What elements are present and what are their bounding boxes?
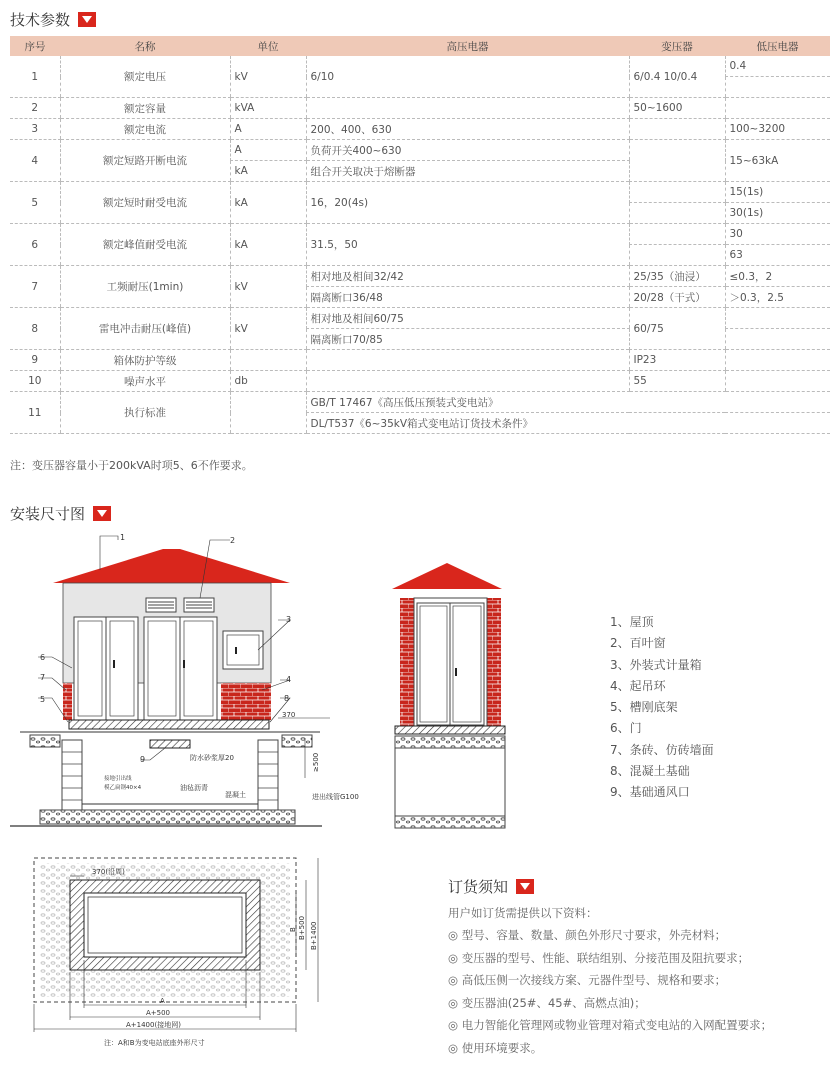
roof <box>392 563 502 589</box>
legend-item: 6、门 <box>610 721 642 736</box>
front-elevation <box>10 533 359 826</box>
legend-list <box>610 612 714 804</box>
table-row: 8 雷电冲击耐压(峰值) kV 相对地及相间60/75 60/75 <box>10 308 830 329</box>
list-item: ◎ 型号、容量、数量、颜色外形尺寸要求，外壳材料； <box>448 928 727 942</box>
order-section-title: 订货须知 <box>448 876 534 897</box>
legend-item: 3、外装式计量箱 <box>610 657 702 672</box>
table-row: 11 执行标准 GB/T 17467《高压低压预装式变电站》 <box>10 392 830 413</box>
door <box>417 603 484 725</box>
svg-text:7: 7 <box>40 673 46 682</box>
brick-wall <box>487 598 501 726</box>
vent-opening <box>150 740 190 748</box>
list-item: ◎ 变压器油(25#、45#、高燃点油)； <box>448 995 646 1010</box>
louver-window <box>146 598 214 612</box>
svg-text:9: 9 <box>140 755 146 764</box>
svg-text:8: 8 <box>284 694 290 703</box>
svg-text:接地引出线: 接地引出线 <box>104 776 132 782</box>
table-row: 1 额定电压 kV 6/10 6/0.4 10/0.4 0.4 <box>10 56 830 77</box>
door <box>144 617 217 720</box>
header-lv: 低压电器 <box>725 36 830 56</box>
legend-item: 4、起吊环 <box>610 678 666 693</box>
header-name: 名称 <box>60 36 230 56</box>
down-arrow-icon <box>516 879 534 894</box>
spec-section-title: 技术参数 <box>10 9 96 30</box>
svg-text:1: 1 <box>120 533 126 542</box>
legend-item: 2、百叶窗 <box>610 636 666 651</box>
list-item: ◎ 电力智能化管理网或物业管理对箱式变电站的入网配置要求； <box>448 1018 773 1033</box>
svg-text:B: B <box>289 927 297 932</box>
door <box>74 617 138 720</box>
table-row: 2 额定容量 kVA 50~1600 <box>10 98 830 119</box>
svg-text:B+1400: B+1400 <box>310 921 318 950</box>
down-arrow-icon <box>93 506 111 521</box>
svg-text:A: A <box>160 997 165 1005</box>
concrete-foundation <box>40 810 295 824</box>
order-list <box>448 924 772 1060</box>
list-item: ◎ 高低压侧一次接线方案、元器件型号、规格和要求； <box>448 973 727 988</box>
legend-item: 1、屋顶 <box>610 615 654 629</box>
svg-text:A+1400(接地网): A+1400(接地网) <box>126 1021 181 1029</box>
svg-text:模乙扁钢40×4: 模乙扁钢40×4 <box>104 785 142 791</box>
meter-box <box>223 631 263 669</box>
svg-text:注：A和B为变电站底座外形尺寸: 注：A和B为变电站底座外形尺寸 <box>104 1039 205 1047</box>
svg-text:3: 3 <box>286 615 292 624</box>
svg-text:2: 2 <box>230 536 236 545</box>
legend-item: 9、基础通风口 <box>610 785 690 800</box>
svg-text:B+500: B+500 <box>298 915 306 940</box>
header-unit: 单位 <box>230 36 306 56</box>
table-row: 6 额定峰值耐受电流 kA 31.5，50 30 <box>10 224 830 245</box>
svg-text:油毡沥青: 油毡沥青 <box>180 784 208 792</box>
roof <box>53 549 290 583</box>
svg-text:≥500: ≥500 <box>312 752 320 772</box>
table-row: 4 额定短路开断电流 A 负荷开关400~630 15~63kA <box>10 140 830 161</box>
header-no: 序号 <box>10 36 60 56</box>
table-note: 注：变压器容量小于200kVA时项5、6不作要求。 <box>10 459 253 472</box>
svg-text:370: 370 <box>282 711 296 719</box>
svg-text:4: 4 <box>286 675 292 684</box>
table-row: 10 噪声水平 db 55 <box>10 371 830 392</box>
svg-text:6: 6 <box>40 653 46 662</box>
svg-text:混凝土: 混凝土 <box>225 791 246 799</box>
plan-view <box>34 858 318 1047</box>
legend-item: 7、条砖、仿砖墙面 <box>610 742 714 757</box>
spec-table: 序号 名称 单位 高压电器 变压器 低压电器 1 额定电压 kV 6/10 6/0.4 10/0.4 0.4 2 额定容量 kVA 50~1600 3 额定电流 A 200、400、630 100~3200 4 额定短路开断电流 A 负荷开关400~630 15~63kA kA 组合开关取决于熔断器 5 额定短时耐受电流 kA 16，20(4s) 15(1s) 30(1s) 6 额定峰值耐受电流 kA 31.5，50 30 63 7 工频耐压(1min) kV 相对地及相间32/42 25/35（油浸） ≤0.3，2 隔离断口36/48 20/28（干式） ＞0.3，2.5 8 雷电冲击耐压(峰值) kV 相对地及相间60/75 60/75 隔离断口70/85 9 箱体防护等级 IP23 10 噪声水平 db 55 11 执行标准 GB/T 17467《高压低压预装式变电站》 DL/T537《6~35kV箱式变电站订货技术条件》 <box>10 36 830 434</box>
svg-text:370(沿周): 370(沿周) <box>92 868 125 876</box>
channel-base <box>69 720 269 729</box>
down-arrow-icon <box>78 12 96 27</box>
order-intro: 用户如订货需提供以下资料： <box>448 906 598 920</box>
legend-item: 5、槽刚底架 <box>610 700 678 715</box>
list-item: ◎ 使用环境要求。 <box>448 1040 543 1055</box>
svg-text:进出线管G100: 进出线管G100 <box>312 793 359 801</box>
table-row: 7 工频耐压(1min) kV 相对地及相间32/42 25/35（油浸） ≤0.3，2 <box>10 266 830 287</box>
svg-text:5: 5 <box>40 695 46 704</box>
header-hv: 高压电器 <box>306 36 629 56</box>
brick-wall <box>63 683 72 720</box>
table-header-row <box>10 36 830 56</box>
table-row: 5 额定短时耐受电流 kA 16，20(4s) 15(1s) <box>10 182 830 203</box>
header-tr: 变压器 <box>629 36 725 56</box>
table-row: 9 箱体防护等级 IP23 <box>10 350 830 371</box>
side-elevation <box>392 563 505 828</box>
list-item: ◎ 变压器的型号、性能、联结组别、分接范围及阻抗要求； <box>448 950 750 965</box>
brick-wall <box>400 598 414 726</box>
svg-text:防水砂浆厚20: 防水砂浆厚20 <box>190 754 234 762</box>
legend-item: 8、混凝土基础 <box>610 764 690 779</box>
svg-text:A+500: A+500 <box>146 1009 171 1017</box>
install-section-title: 安装尺寸图 <box>10 503 111 524</box>
table-row: 3 额定电流 A 200、400、630 100~3200 <box>10 119 830 140</box>
brick-wall <box>221 683 271 720</box>
